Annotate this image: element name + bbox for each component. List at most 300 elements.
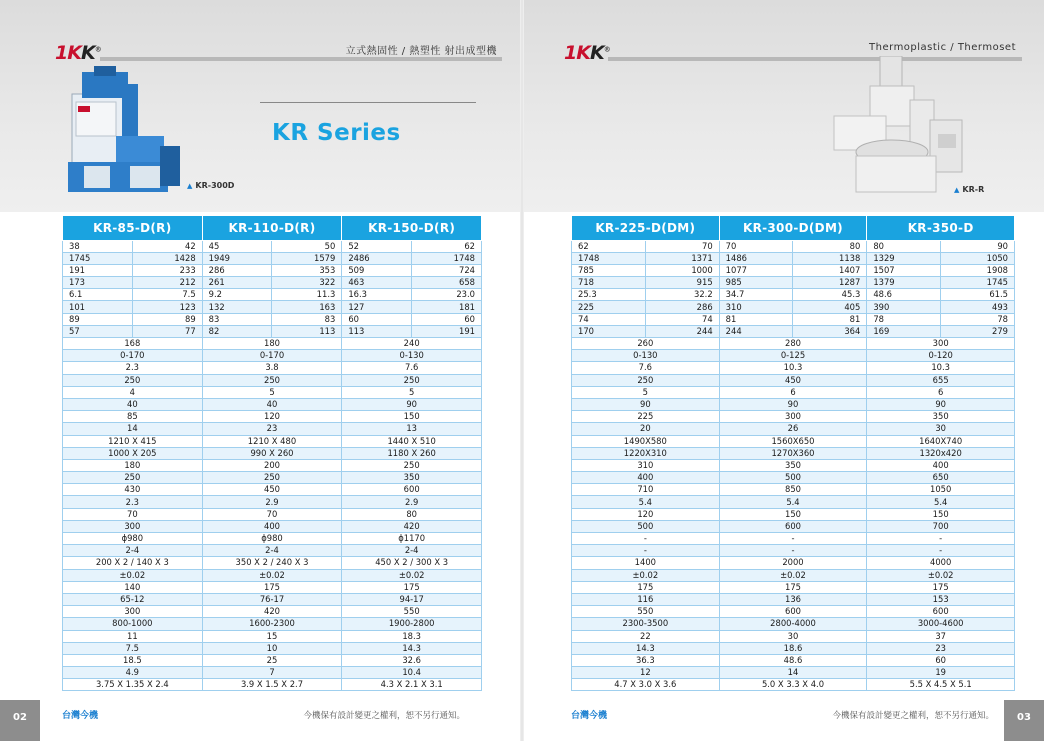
table-row bbox=[572, 289, 1015, 301]
table-cell: 6 bbox=[719, 386, 867, 398]
table-cell: 78 bbox=[941, 313, 1015, 325]
brand-logo bbox=[564, 42, 610, 64]
table-cell: 36.3 bbox=[572, 654, 720, 666]
table-cell: 1900-2800 bbox=[342, 618, 482, 630]
table-cell: 150 bbox=[719, 508, 867, 520]
table-row bbox=[63, 264, 482, 276]
table-cell: 300 bbox=[63, 606, 203, 618]
table-cell: 1400 bbox=[572, 557, 720, 569]
table-row bbox=[63, 386, 482, 398]
table-cell: 225 bbox=[572, 411, 720, 423]
spec-table-left bbox=[62, 216, 482, 691]
table-cell: 175 bbox=[719, 581, 867, 593]
table-cell: - bbox=[719, 545, 867, 557]
table-cell: 1908 bbox=[941, 264, 1015, 276]
table-cell: 1270X360 bbox=[719, 447, 867, 459]
logo-registered-mark: ® bbox=[603, 45, 610, 54]
table-cell: 25 bbox=[202, 654, 342, 666]
table-cell: 1748 bbox=[412, 252, 482, 264]
table-cell: 550 bbox=[342, 606, 482, 618]
series-rule bbox=[260, 102, 476, 103]
triangle-icon: ▲ bbox=[187, 182, 193, 190]
table-cell: - bbox=[572, 545, 720, 557]
table-cell: 1949 bbox=[202, 252, 272, 264]
table-cell: 250 bbox=[342, 459, 482, 471]
table-row bbox=[63, 581, 482, 593]
table-cell: 26 bbox=[719, 423, 867, 435]
table-cell: 9.2 bbox=[202, 289, 272, 301]
right-page bbox=[522, 0, 1044, 741]
table-cell: 10 bbox=[202, 642, 342, 654]
table-cell: 250 bbox=[342, 374, 482, 386]
table-row bbox=[63, 642, 482, 654]
table-cell: 1077 bbox=[719, 264, 793, 276]
table-cell: 550 bbox=[572, 606, 720, 618]
table-cell: 250 bbox=[202, 374, 342, 386]
table-row bbox=[63, 630, 482, 642]
table-cell: 90 bbox=[719, 398, 867, 410]
table-row bbox=[63, 593, 482, 605]
table-cell: 57 bbox=[63, 325, 133, 337]
table-row bbox=[572, 593, 1015, 605]
table-cell: 74 bbox=[645, 313, 719, 325]
table-row bbox=[572, 496, 1015, 508]
table-row bbox=[572, 386, 1015, 398]
table-cell: 7.5 bbox=[132, 289, 202, 301]
table-row bbox=[63, 277, 482, 289]
table-cell: 300 bbox=[867, 338, 1015, 350]
table-cell: 23 bbox=[202, 423, 342, 435]
table-cell: 62 bbox=[572, 240, 646, 252]
table-cell: 1138 bbox=[793, 252, 867, 264]
table-row bbox=[572, 252, 1015, 264]
table-cell: 123 bbox=[132, 301, 202, 313]
table-cell: 1579 bbox=[272, 252, 342, 264]
table-cell: 3.75 X 1.35 X 2.4 bbox=[63, 679, 203, 691]
series-title: KR Series bbox=[272, 120, 401, 146]
table-cell: 400 bbox=[202, 520, 342, 532]
column-header: KR-300-D(DM) bbox=[719, 216, 867, 240]
table-cell: 600 bbox=[867, 606, 1015, 618]
table-cell: 1507 bbox=[867, 264, 941, 276]
table-row bbox=[63, 654, 482, 666]
table-cell: 22 bbox=[572, 630, 720, 642]
table-row bbox=[572, 264, 1015, 276]
table-cell: 250 bbox=[572, 374, 720, 386]
table-cell: 250 bbox=[63, 472, 203, 484]
table-cell: 700 bbox=[867, 520, 1015, 532]
table-cell: 15 bbox=[202, 630, 342, 642]
table-cell: 61.5 bbox=[941, 289, 1015, 301]
table-cell: 14.3 bbox=[342, 642, 482, 654]
table-cell: 40 bbox=[202, 398, 342, 410]
table-cell: 42 bbox=[132, 240, 202, 252]
table-cell: 14 bbox=[63, 423, 203, 435]
table-cell: 5.5 X 4.5 X 5.1 bbox=[867, 679, 1015, 691]
table-cell: 50 bbox=[272, 240, 342, 252]
table-row bbox=[572, 398, 1015, 410]
table-cell: 2-4 bbox=[342, 545, 482, 557]
table-cell: 600 bbox=[719, 606, 867, 618]
table-cell: 650 bbox=[867, 472, 1015, 484]
table-cell: 430 bbox=[63, 484, 203, 496]
table-cell: 11.3 bbox=[272, 289, 342, 301]
table-cell: 493 bbox=[941, 301, 1015, 313]
table-row bbox=[63, 313, 482, 325]
table-row bbox=[63, 545, 482, 557]
table-cell: 11 bbox=[63, 630, 203, 642]
table-cell: 20 bbox=[572, 423, 720, 435]
table-cell: 450 bbox=[719, 374, 867, 386]
table-row bbox=[572, 654, 1015, 666]
table-cell: 420 bbox=[342, 520, 482, 532]
table-cell: 180 bbox=[202, 338, 342, 350]
table-row bbox=[572, 484, 1015, 496]
logo-text-accent: K bbox=[589, 42, 604, 64]
table-cell: 2-4 bbox=[202, 545, 342, 557]
table-cell: 25.3 bbox=[572, 289, 646, 301]
table-cell: ϕ980 bbox=[63, 533, 203, 545]
table-cell: 500 bbox=[719, 472, 867, 484]
table-cell: 34.7 bbox=[719, 289, 793, 301]
table-cell: 89 bbox=[63, 313, 133, 325]
table-cell: 2.3 bbox=[63, 496, 203, 508]
header-rule bbox=[100, 57, 502, 61]
table-row bbox=[572, 606, 1015, 618]
table-cell: 1287 bbox=[793, 277, 867, 289]
table-cell: 1407 bbox=[793, 264, 867, 276]
table-cell: 260 bbox=[572, 338, 720, 350]
table-cell: 175 bbox=[342, 581, 482, 593]
table-cell: 0-170 bbox=[63, 350, 203, 362]
table-cell: 0-125 bbox=[719, 350, 867, 362]
table-cell: ±0.02 bbox=[572, 569, 720, 581]
table-cell: 2.9 bbox=[202, 496, 342, 508]
brand-logo bbox=[55, 42, 101, 64]
table-cell: 150 bbox=[867, 508, 1015, 520]
table-cell: 48.6 bbox=[719, 654, 867, 666]
table-row bbox=[63, 618, 482, 630]
table-cell: 169 bbox=[867, 325, 941, 337]
column-header: KR-350-D bbox=[867, 216, 1015, 240]
table-cell: 7 bbox=[202, 667, 342, 679]
table-cell: 1560X650 bbox=[719, 435, 867, 447]
table-cell: 14.3 bbox=[572, 642, 720, 654]
column-header: KR-110-D(R) bbox=[202, 216, 342, 240]
table-cell: 509 bbox=[342, 264, 412, 276]
table-cell: 10.4 bbox=[342, 667, 482, 679]
table-cell: 0-130 bbox=[342, 350, 482, 362]
table-cell: 30 bbox=[867, 423, 1015, 435]
table-row bbox=[572, 642, 1015, 654]
table-cell: 353 bbox=[272, 264, 342, 276]
table-cell: 350 bbox=[867, 411, 1015, 423]
table-cell: 5 bbox=[342, 386, 482, 398]
table-cell: 80 bbox=[342, 508, 482, 520]
table-cell: 113 bbox=[272, 325, 342, 337]
table-row bbox=[572, 569, 1015, 581]
column-header: KR-85-D(R) bbox=[63, 216, 203, 240]
footer-brand: 台灣今機 bbox=[571, 711, 608, 721]
table-cell: 2000 bbox=[719, 557, 867, 569]
table-cell: 658 bbox=[412, 277, 482, 289]
table-cell: 163 bbox=[272, 301, 342, 313]
table-cell: ±0.02 bbox=[202, 569, 342, 581]
triangle-icon: ▲ bbox=[954, 186, 960, 194]
table-row bbox=[63, 569, 482, 581]
table-cell: 1745 bbox=[941, 277, 1015, 289]
table-row bbox=[63, 447, 482, 459]
table-row bbox=[63, 398, 482, 410]
table-row bbox=[572, 557, 1015, 569]
table-cell: 718 bbox=[572, 277, 646, 289]
table-row bbox=[572, 459, 1015, 471]
table-cell: 450 X 2 / 300 X 3 bbox=[342, 557, 482, 569]
table-cell: 60 bbox=[412, 313, 482, 325]
table-row bbox=[572, 630, 1015, 642]
table-cell: 5.0 X 3.3 X 4.0 bbox=[719, 679, 867, 691]
column-header: KR-150-D(R) bbox=[342, 216, 482, 240]
table-row bbox=[572, 667, 1015, 679]
table-cell: 1440 X 510 bbox=[342, 435, 482, 447]
table-cell: 5.4 bbox=[867, 496, 1015, 508]
machine-image-kr-300d bbox=[64, 66, 184, 196]
table-cell: 500 bbox=[572, 520, 720, 532]
table-cell: 38 bbox=[63, 240, 133, 252]
table-row bbox=[572, 325, 1015, 337]
table-cell: 3.8 bbox=[202, 362, 342, 374]
table-row bbox=[63, 520, 482, 532]
table-cell: 80 bbox=[867, 240, 941, 252]
table-cell: 233 bbox=[132, 264, 202, 276]
table-row bbox=[63, 472, 482, 484]
table-cell: 600 bbox=[719, 520, 867, 532]
table-cell: 90 bbox=[572, 398, 720, 410]
table-row bbox=[63, 252, 482, 264]
table-cell: 82 bbox=[202, 325, 272, 337]
table-cell: 280 bbox=[719, 338, 867, 350]
table-cell: 350 bbox=[342, 472, 482, 484]
model-caption-text: KR-R bbox=[962, 185, 985, 194]
table-cell: 45 bbox=[202, 240, 272, 252]
table-row bbox=[572, 411, 1015, 423]
table-cell: 23 bbox=[867, 642, 1015, 654]
table-cell: 101 bbox=[63, 301, 133, 313]
table-cell: ±0.02 bbox=[719, 569, 867, 581]
table-row bbox=[63, 484, 482, 496]
table-row bbox=[63, 557, 482, 569]
table-cell: 76-17 bbox=[202, 593, 342, 605]
table-cell: 81 bbox=[793, 313, 867, 325]
table-cell: 168 bbox=[63, 338, 203, 350]
table-row bbox=[63, 679, 482, 691]
table-cell: 1320x420 bbox=[867, 447, 1015, 459]
table-cell: 2486 bbox=[342, 252, 412, 264]
table-cell: 85 bbox=[63, 411, 203, 423]
table-cell: 300 bbox=[719, 411, 867, 423]
table-cell: 2.9 bbox=[342, 496, 482, 508]
table-cell: 350 bbox=[719, 459, 867, 471]
table-cell: 2-4 bbox=[63, 545, 203, 557]
table-cell: 1379 bbox=[867, 277, 941, 289]
logo-registered-mark: ® bbox=[94, 45, 101, 54]
table-cell: 94-17 bbox=[342, 593, 482, 605]
table-cell: ±0.02 bbox=[867, 569, 1015, 581]
table-cell: 1180 X 260 bbox=[342, 447, 482, 459]
table-row bbox=[572, 350, 1015, 362]
table-cell: 785 bbox=[572, 264, 646, 276]
table-cell: 600 bbox=[342, 484, 482, 496]
table-cell: 390 bbox=[867, 301, 941, 313]
table-cell: 400 bbox=[867, 459, 1015, 471]
table-cell: 81 bbox=[719, 313, 793, 325]
table-cell: 240 bbox=[342, 338, 482, 350]
table-cell: 985 bbox=[719, 277, 793, 289]
table-row bbox=[572, 277, 1015, 289]
table-cell: 2.3 bbox=[63, 362, 203, 374]
table-cell: 261 bbox=[202, 277, 272, 289]
table-cell: 10.3 bbox=[867, 362, 1015, 374]
table-cell: 83 bbox=[202, 313, 272, 325]
table-row bbox=[572, 508, 1015, 520]
table-row bbox=[63, 289, 482, 301]
table-cell: 153 bbox=[867, 593, 1015, 605]
table-cell: 1490X580 bbox=[572, 435, 720, 447]
table-cell: 1745 bbox=[63, 252, 133, 264]
table-cell: 1220X310 bbox=[572, 447, 720, 459]
table-row bbox=[63, 667, 482, 679]
table-cell: 4000 bbox=[867, 557, 1015, 569]
table-cell: 13 bbox=[342, 423, 482, 435]
table-row bbox=[572, 679, 1015, 691]
table-cell: 80 bbox=[793, 240, 867, 252]
table-row bbox=[572, 301, 1015, 313]
table-cell: 83 bbox=[272, 313, 342, 325]
table-cell: 175 bbox=[867, 581, 1015, 593]
table-cell: 18.3 bbox=[342, 630, 482, 642]
table-cell: 45.3 bbox=[793, 289, 867, 301]
table-cell: ±0.02 bbox=[342, 569, 482, 581]
table-cell: 6 bbox=[867, 386, 1015, 398]
table-cell: 1428 bbox=[132, 252, 202, 264]
table-row bbox=[572, 520, 1015, 532]
table-row bbox=[63, 240, 482, 252]
table-cell: ϕ1170 bbox=[342, 533, 482, 545]
table-row bbox=[572, 423, 1015, 435]
table-row bbox=[63, 459, 482, 471]
table-cell: 127 bbox=[342, 301, 412, 313]
table-cell: 90 bbox=[867, 398, 1015, 410]
table-cell: 286 bbox=[645, 301, 719, 313]
page-number: 03 bbox=[1004, 700, 1044, 741]
table-cell: 132 bbox=[202, 301, 272, 313]
table-cell: 724 bbox=[412, 264, 482, 276]
table-cell: 400 bbox=[572, 472, 720, 484]
table-row bbox=[572, 618, 1015, 630]
book-spine bbox=[520, 0, 524, 741]
column-header: KR-225-D(DM) bbox=[572, 216, 720, 240]
table-cell: 463 bbox=[342, 277, 412, 289]
table-cell: 120 bbox=[202, 411, 342, 423]
table-cell: 175 bbox=[202, 581, 342, 593]
table-cell: 191 bbox=[412, 325, 482, 337]
table-cell: 30 bbox=[719, 630, 867, 642]
table-cell: 7.5 bbox=[63, 642, 203, 654]
table-cell: 200 bbox=[202, 459, 342, 471]
header-title: 立式熱固性 / 熱塑性 射出成型機 bbox=[345, 46, 497, 57]
table-cell: 89 bbox=[132, 313, 202, 325]
table-row bbox=[63, 496, 482, 508]
table-cell: 4.3 X 2.1 X 3.1 bbox=[342, 679, 482, 691]
table-cell: 2800-4000 bbox=[719, 618, 867, 630]
table-cell: 175 bbox=[572, 581, 720, 593]
table-cell: 244 bbox=[645, 325, 719, 337]
table-cell: 1000 X 205 bbox=[63, 447, 203, 459]
table-cell: 70 bbox=[719, 240, 793, 252]
table-cell: 40 bbox=[63, 398, 203, 410]
table-cell: 450 bbox=[202, 484, 342, 496]
table-cell: 990 X 260 bbox=[202, 447, 342, 459]
table-cell: 19 bbox=[867, 667, 1015, 679]
table-row bbox=[572, 240, 1015, 252]
table-cell: 90 bbox=[342, 398, 482, 410]
table-cell: 37 bbox=[867, 630, 1015, 642]
table-cell: 5.4 bbox=[719, 496, 867, 508]
table-cell: 18.6 bbox=[719, 642, 867, 654]
logo-text: 1K bbox=[564, 42, 590, 64]
model-caption bbox=[187, 181, 234, 190]
table-row bbox=[63, 508, 482, 520]
table-row bbox=[63, 301, 482, 313]
table-cell: 1486 bbox=[719, 252, 793, 264]
table-cell: 191 bbox=[63, 264, 133, 276]
table-row bbox=[63, 325, 482, 337]
spec-table-right bbox=[571, 216, 1015, 691]
table-cell: 77 bbox=[132, 325, 202, 337]
footer-note: 今機保有設計變更之權利，恕不另行通知。 bbox=[832, 711, 994, 721]
table-cell: 850 bbox=[719, 484, 867, 496]
table-row bbox=[572, 435, 1015, 447]
table-row bbox=[572, 374, 1015, 386]
table-row bbox=[572, 581, 1015, 593]
table-cell: 180 bbox=[63, 459, 203, 471]
table-cell: 62 bbox=[412, 240, 482, 252]
table-row bbox=[572, 313, 1015, 325]
table-cell: - bbox=[572, 533, 720, 545]
table-cell: 32.2 bbox=[645, 289, 719, 301]
table-row bbox=[572, 533, 1015, 545]
table-cell: 0-170 bbox=[202, 350, 342, 362]
table-cell: 136 bbox=[719, 593, 867, 605]
table-cell: 7.6 bbox=[342, 362, 482, 374]
table-cell: 70 bbox=[645, 240, 719, 252]
table-row bbox=[63, 411, 482, 423]
table-cell: - bbox=[867, 545, 1015, 557]
table-cell: 140 bbox=[63, 581, 203, 593]
table-cell: 52 bbox=[342, 240, 412, 252]
table-cell: 3.9 X 1.5 X 2.7 bbox=[202, 679, 342, 691]
logo-text-accent: K bbox=[80, 42, 95, 64]
table-cell: 60 bbox=[342, 313, 412, 325]
table-row bbox=[572, 472, 1015, 484]
table-cell: 310 bbox=[572, 459, 720, 471]
table-row bbox=[63, 435, 482, 447]
table-cell: 915 bbox=[645, 277, 719, 289]
table-row bbox=[572, 362, 1015, 374]
table-cell: 173 bbox=[63, 277, 133, 289]
table-cell: 181 bbox=[412, 301, 482, 313]
logo-text: 1K bbox=[55, 42, 81, 64]
